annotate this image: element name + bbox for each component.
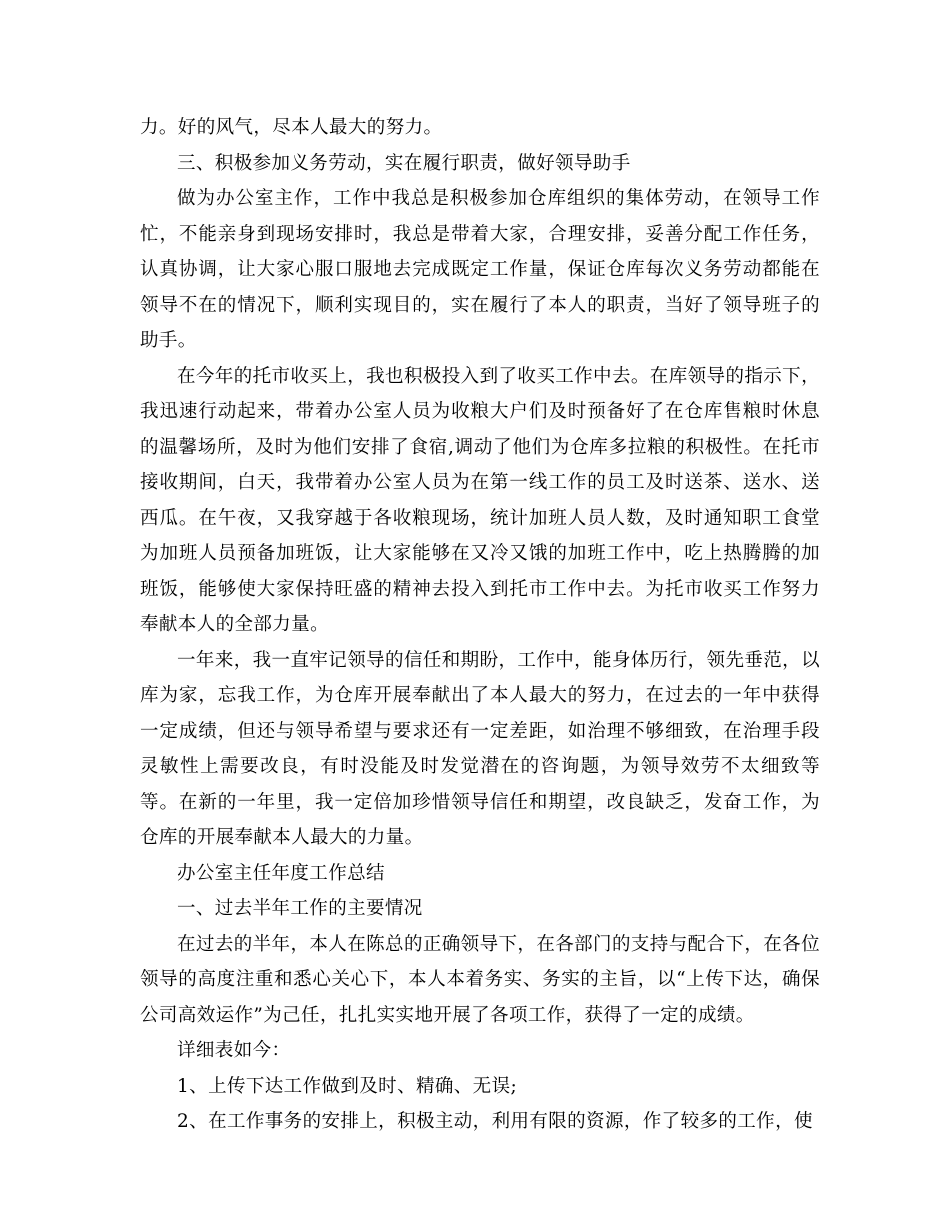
paragraph-office-director-duties: 做为办公室主作，工作中我总是积极参加仓库组织的集体劳动，在领导工作忙，不能亲身到现场安排时，我总是带着大家，合理安排，妥善分配工作任务，认真协调，让大家心服口服地去完成既定工作量，保证仓库每次义务劳动都能在领导不在的情况下，顺利实现目的，实在履行了本人的职责，当好了领导班子的助手。: [140, 188, 820, 351]
section-heading-half-year: 一、过去半年工作的主要情况: [177, 898, 423, 919]
document-title: 办公室主任年度工作总结: [177, 862, 385, 884]
list-item-2: 2、在工作事务的安排上，积极主动，利用有限的资源，作了较多的工作，使: [177, 1111, 813, 1132]
paragraph-year-review: 一年来，我一直牢记领导的信任和期盼，工作中，能身体历行，领先垂范，以库为家，忘我工作，为仓库开展奉献出了本人最大的努力，在过去的一年中获得一定成绩，但还与领导希望与要求还有一定差距，如治理不够细致，在治理手段灵敏性上需要改良，有时没能及时发觉潜在的咨询题，为领导效劳不太细致等等。在新的一年里，我一定倍加珍惜领导信任和期望，改良缺乏，发奋工作，为仓库的开展奉献本人最大的力量。: [140, 649, 820, 848]
section-heading-voluntary-labor: 三、积极参加义务劳动，实在履行职责，做好领导助手: [177, 152, 631, 174]
list-item-1: 1、上传下达工作做到及时、精确、无误;: [177, 1075, 518, 1097]
document-body: [140, 110, 820, 1140]
paragraph-continuation: 力。好的风气，尽本人最大的努力。: [140, 117, 443, 138]
paragraph-details-intro: 详细表如今：: [177, 1040, 291, 1061]
paragraph-half-year-summary: 在过去的半年，本人在陈总的正确领导下，在各部门的支持与配合下，在各位领导的高度注重和悉心关心下，本人本着务实、务实的主旨，以“上传下达，确保公司高效运作”为己任，扎扎实实地开展了各项工作，获得了一定的成绩。: [140, 933, 820, 1026]
paragraph-grain-purchase: 在今年的托市收买上，我也积极投入到了收买工作中去。在库领导的指示下，我迅速行动起来，带着办公室人员为收粮大户们及时预备好了在仓库售粮时休息的温馨场所，及时为他们安排了食宿,调动了他们为仓库多拉粮的积极性。在托市接收期间，白天，我带着办公室人员为在第一线工作的员工及时送茶、送水、送西瓜。在午夜，又我穿越于各收粮现场，统计加班人员人数，及时通知职工食堂为加班人员预备加班饭，让大家能够在又冷又饿的加班工作中，吃上热腾腾的加班饭，能够使大家保持旺盛的精神去投入到托市工作中去。为托市收买工作努力奉献本人的全部力量。: [140, 365, 820, 635]
